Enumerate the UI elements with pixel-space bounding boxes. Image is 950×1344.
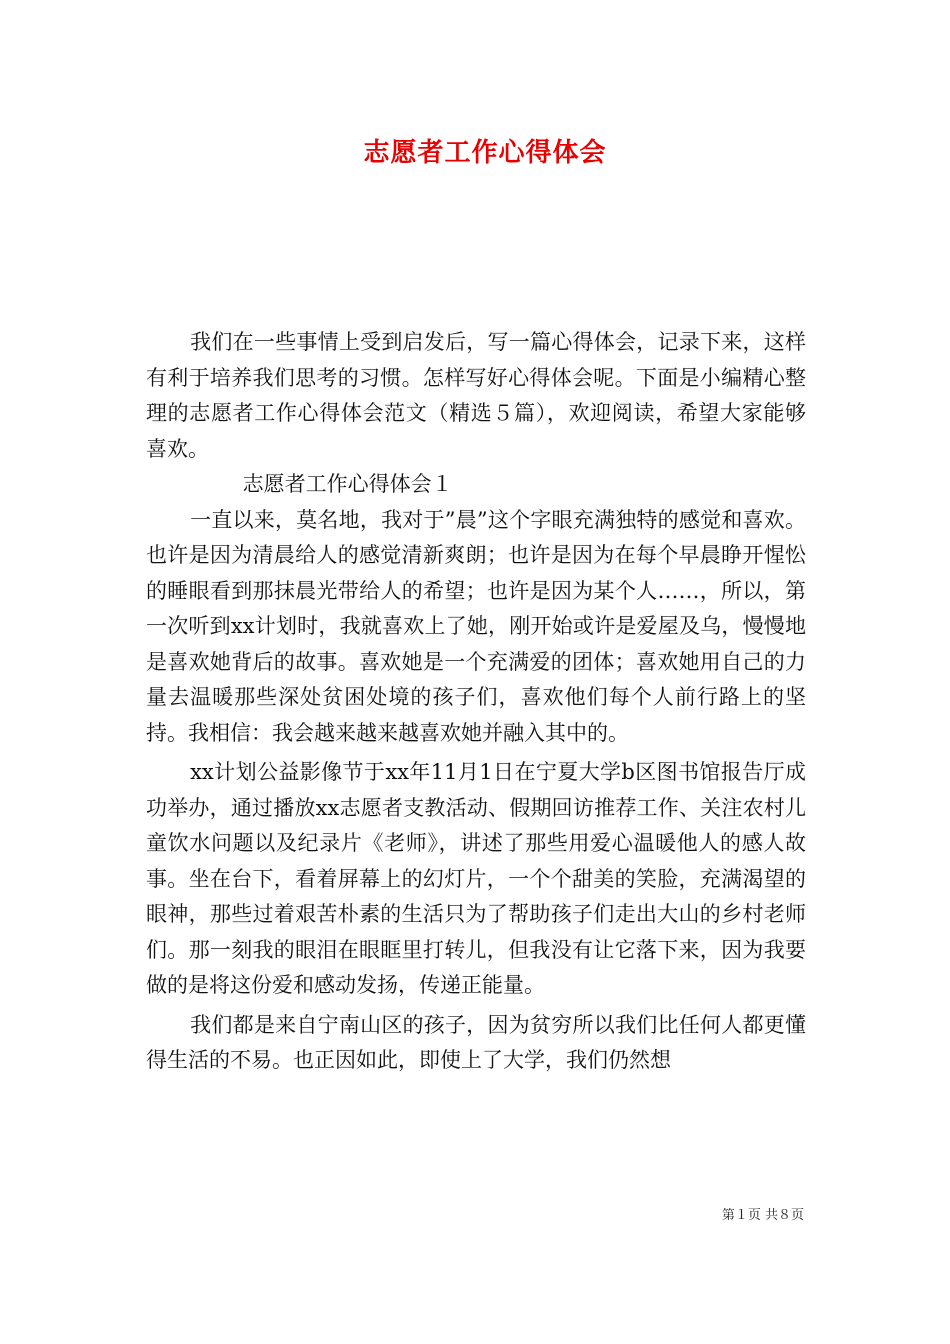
- body-paragraph: 我们都是来自宁南山区的孩子，因为贫穷所以我们比任何人都更懂得生活的不易。也正因如此，即使上了大学，我们仍然想: [146, 1012, 806, 1072]
- section-heading: 志愿者工作心得体会１: [242, 472, 453, 496]
- body-paragraph: xx计划公益影像节于xx年11月1日在宁夏大学b区图书馆报告厅成功举办，通过播放xx志愿者支教活动、假期回访推荐工作、关注农村儿童饮水问题以及纪录片《老师》，讲述了那些用爱心温暖他人的感人故事。坐在台下，看着屏幕上的幻灯片，一个个甜美的笑脸，充满渴望的眼神，那些过着艰苦朴素的生活只为了帮助孩子们走出大山的乡村老师们。那一刻我的眼泪在眼眶里打转儿，但我没有让它落下来，因为我要做的是将这份爱和感动发扬，传递正能量。: [146, 760, 806, 997]
- body-paragraph: 一直以来，莫名地，我对于”晨”这个字眼充满独特的感觉和喜欢。也许是因为清晨给人的感觉清新爽朗；也许是因为在每个早晨睁开惺忪的睡眼看到那抹晨光带给人的希望；也许是因为某个人……，所以，第一次听到xx计划时，我就喜欢上了她，刚开始或许是爱屋及乌，慢慢地是喜欢她背后的故事。喜欢她是一个充满爱的团体；喜欢她用自己的力量去温暖那些深处贫困处境的孩子们，喜欢他们每个人前行路上的坚持。我相信：我会越来越来越喜欢她并融入其中的。: [146, 507, 806, 745]
- intro-paragraph: 我们在一些事情上受到启发后，写一篇心得体会，记录下来，这样有利于培养我们思考的习惯。怎样写好心得体会呢。下面是小编精心整理的志愿者工作心得体会范文（精选５篇），欢迎阅读，希望大家能够喜欢。: [146, 330, 806, 461]
- document-body: [146, 325, 806, 1079]
- document-title: 志愿者工作心得体会: [363, 138, 607, 168]
- page-number: 第１页 共８页: [721, 1208, 804, 1223]
